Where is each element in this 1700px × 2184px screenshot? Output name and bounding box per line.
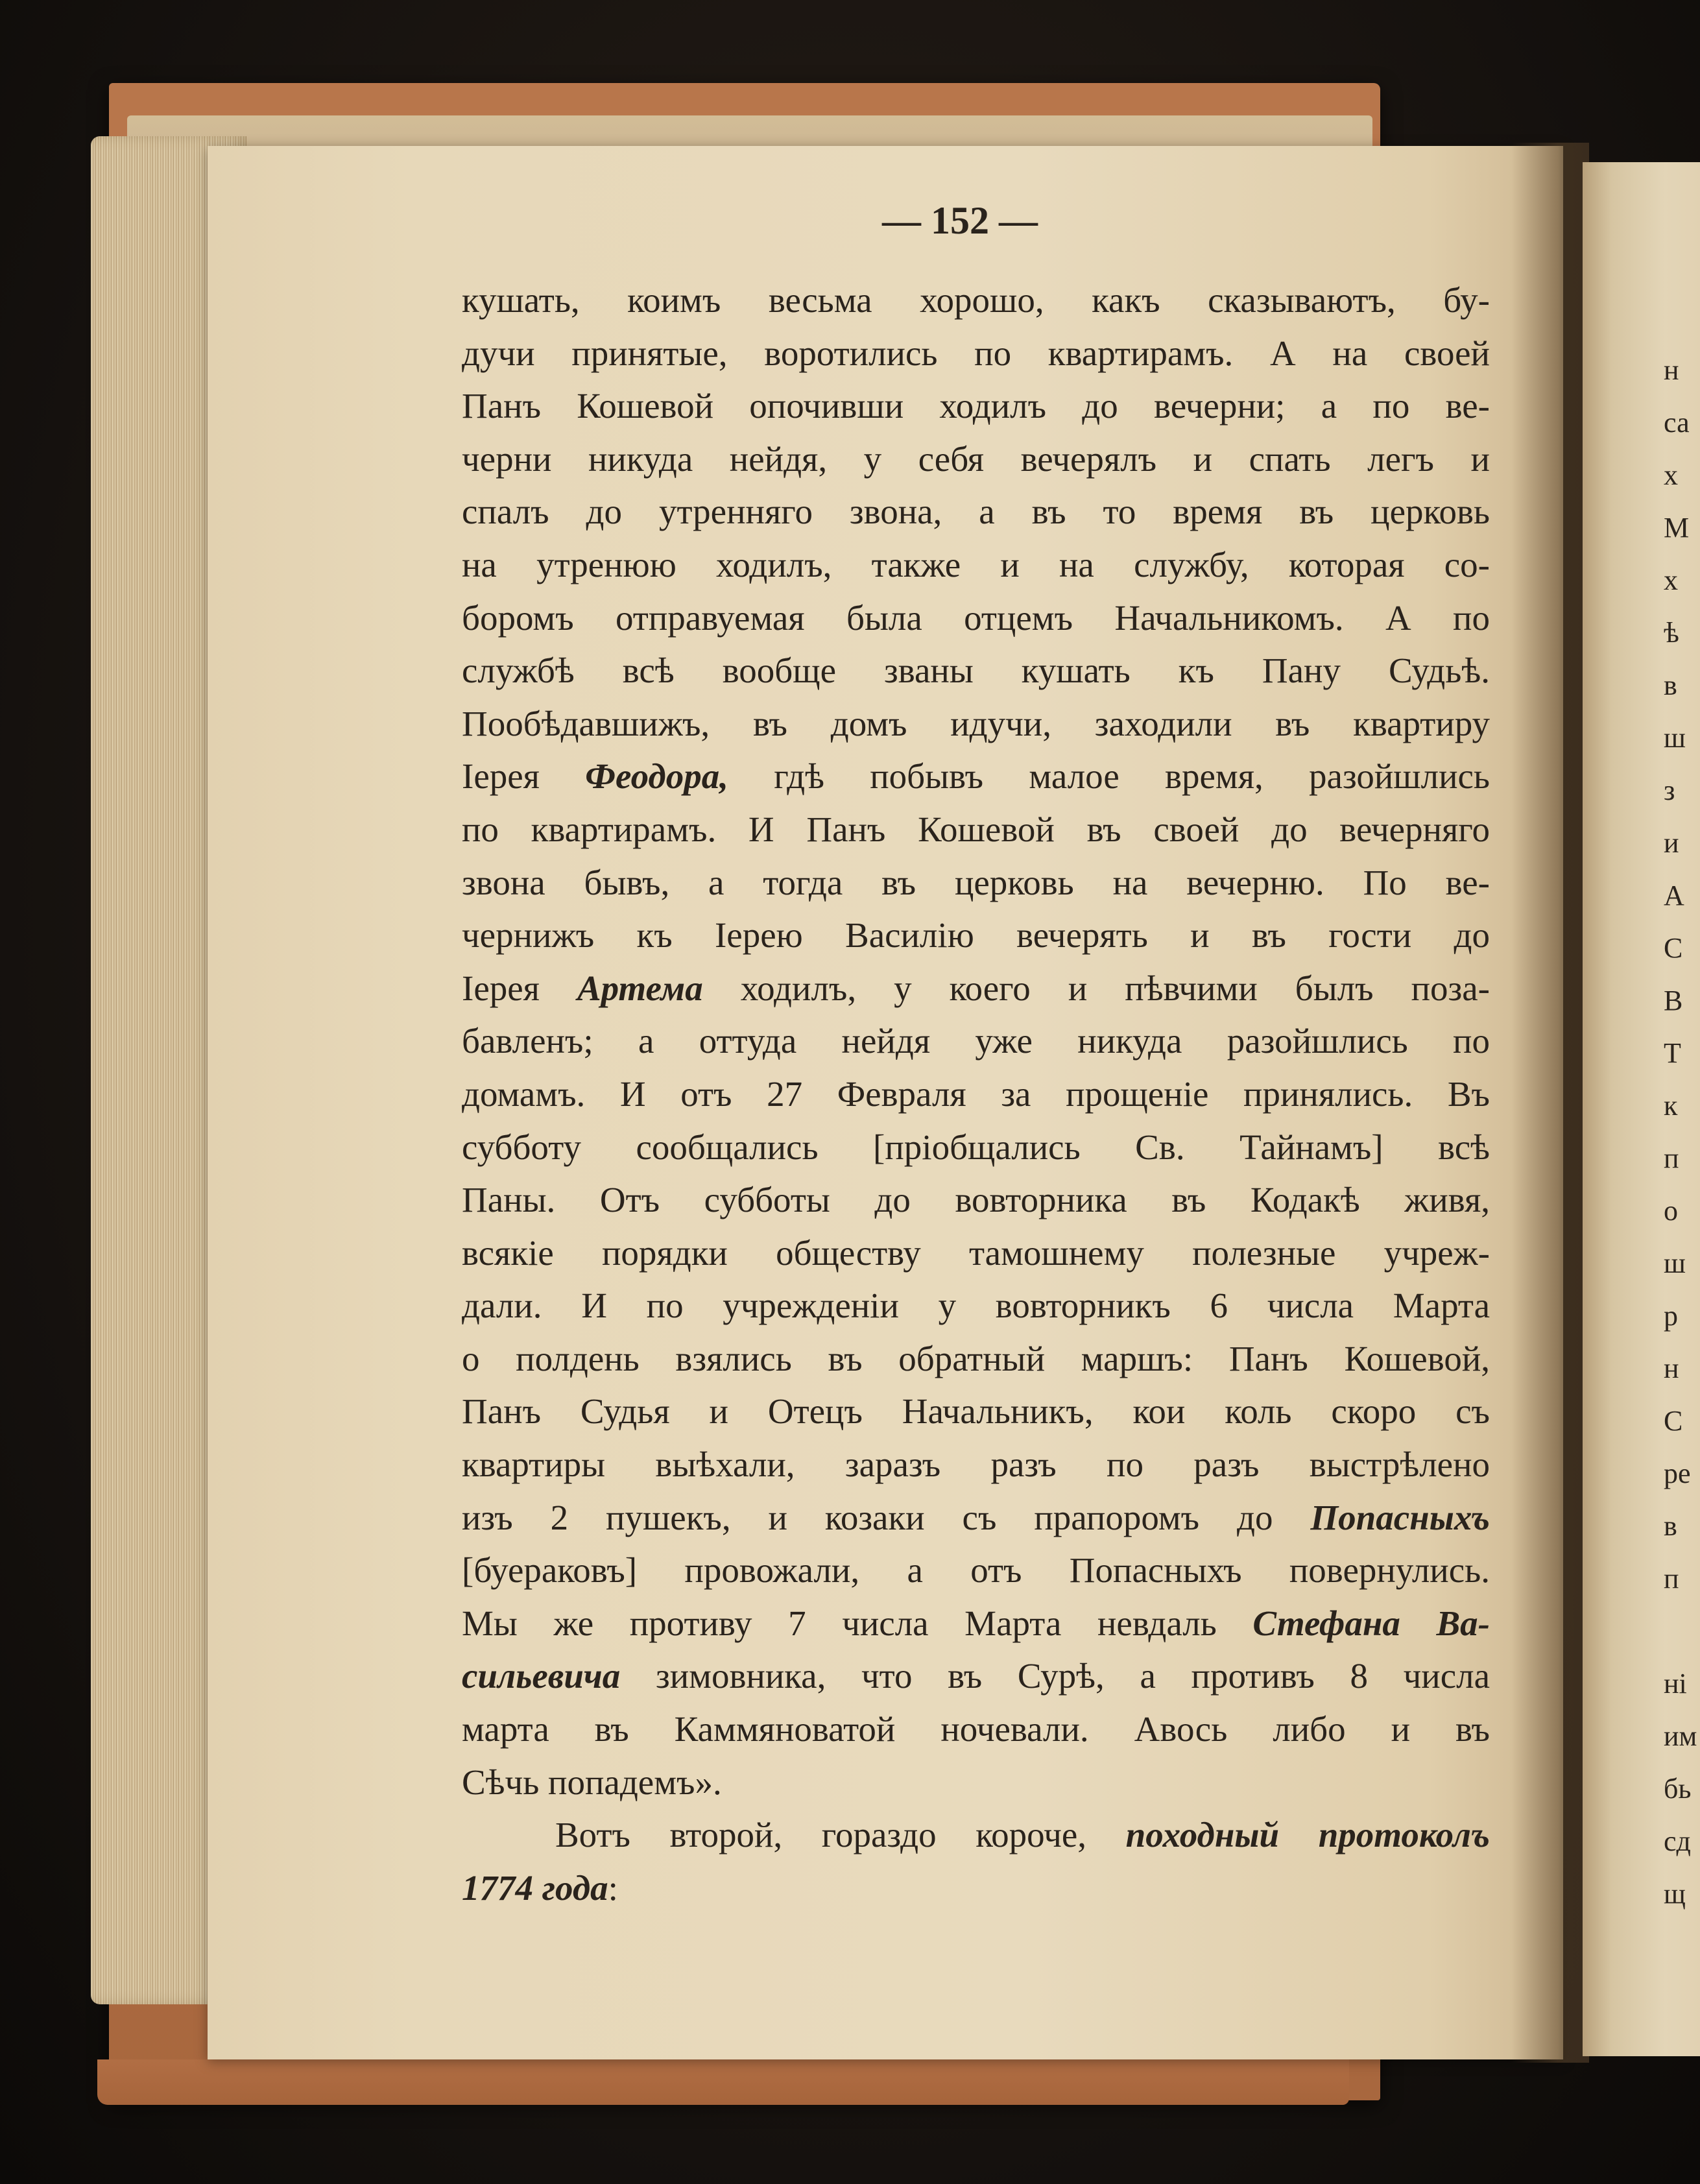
line-text: всякіе порядки обществу тамошнему полезные учреж- — [462, 1232, 1490, 1273]
italic-name: Стефана Ва- — [1252, 1603, 1490, 1643]
right-page-fragment: ре — [1664, 1458, 1691, 1489]
right-page-fragment: В — [1664, 985, 1683, 1016]
text-line — [462, 327, 1490, 380]
right-page-fragment: з — [1664, 774, 1675, 806]
right-page-fragment: в — [1664, 669, 1677, 701]
text-line — [462, 1808, 1490, 1862]
line-text: Панъ Кошевой опочивши ходилъ до вечерни; а по ве- — [462, 386, 1490, 426]
right-page-fragment: щ — [1664, 1878, 1686, 1910]
italic-name: 1774 года — [462, 1867, 608, 1908]
right-page-fragment: ѣ — [1664, 617, 1679, 649]
line-text: на утренюю ходилъ, также и на службу, которая со- — [462, 544, 1490, 584]
text-line — [462, 1597, 1490, 1650]
line-text: субботу сообщались [пріобщались Св. Тайнамъ] всѣ — [462, 1127, 1490, 1167]
text-line — [462, 1862, 1490, 1915]
right-page-fragment: ні — [1664, 1668, 1687, 1699]
line-text: Іерея — [462, 756, 586, 797]
right-page-fragment: бь — [1664, 1773, 1692, 1805]
line-text: Сѣчь попадемъ». — [462, 1762, 722, 1802]
text-line — [462, 1068, 1490, 1121]
text-line — [462, 1173, 1490, 1227]
line-text: чернижъ къ Іерею Василію вечерять и въ гости до — [462, 915, 1490, 955]
italic-name: сильевича — [462, 1656, 621, 1696]
cover-bottom-edge — [97, 2059, 1349, 2105]
italic-name: походный протоколъ — [1125, 1815, 1490, 1855]
book-gutter — [1511, 143, 1589, 2063]
right-page-fragment: п — [1664, 1563, 1679, 1594]
text-line — [462, 433, 1490, 486]
text-line — [462, 379, 1490, 433]
text-line — [462, 538, 1490, 592]
line-text: [буераковъ] провожали, а отъ Попасныхъ повернулись. — [462, 1550, 1490, 1590]
right-page-fragment: С — [1664, 1405, 1683, 1437]
text-line — [462, 1650, 1490, 1703]
line-text: Мы же противу 7 числа Марта невдаль — [462, 1603, 1253, 1643]
line-text: службѣ всѣ вообще званы кушать къ Пану Судьѣ. — [462, 651, 1490, 691]
text-line — [462, 1544, 1490, 1597]
line-text: боромъ отправуемая была отцемъ Начальникомъ. А по — [462, 597, 1490, 638]
right-page-fragment: А — [1664, 880, 1684, 911]
line-text: Панъ Судья и Отецъ Начальникъ, кои коль скоро съ — [462, 1391, 1490, 1432]
line-text: Вотъ второй, гораздо короче, — [555, 1815, 1126, 1855]
right-page-fragment: н — [1664, 354, 1679, 386]
right-page-fragment: Т — [1664, 1037, 1681, 1069]
italic-name: Попасныхъ — [1310, 1497, 1490, 1537]
line-text: звона бывъ, а тогда въ церковь на вечерню. По ве- — [462, 862, 1490, 902]
line-text: изъ 2 пушекъ, и козаки съ прапоромъ до — [462, 1497, 1311, 1537]
line-text: ходилъ, у коего и пѣвчими былъ поза- — [702, 968, 1490, 1008]
right-page-fragment: х — [1664, 459, 1678, 491]
line-text: черни никуда нейдя, у себя вечерялъ и спать легъ и — [462, 438, 1490, 479]
text-line — [462, 1227, 1490, 1280]
line-text: спалъ до утренняго звона, а въ то время въ церковь — [462, 492, 1490, 532]
page-body-text — [462, 274, 1490, 1914]
text-line — [462, 697, 1490, 750]
line-text: домамъ. И отъ 27 Февраля за прощеніе принялись. Въ — [462, 1074, 1490, 1114]
right-page-fragment: н — [1664, 1352, 1679, 1384]
right-page-fragment: ш — [1664, 722, 1686, 754]
right-page-fragment: ш — [1664, 1247, 1686, 1279]
text-line — [462, 592, 1490, 645]
text-line — [462, 856, 1490, 909]
text-line — [462, 1491, 1490, 1544]
right-page-fragment: к — [1664, 1090, 1678, 1122]
line-text: гдѣ побывъ малое время, разойшлись — [728, 756, 1490, 797]
right-page-text-fragments — [1664, 344, 1700, 1920]
page-number: — 152 — — [882, 199, 1038, 242]
line-text: кушать, коимъ весьма хорошо, какъ сказываютъ, бу- — [462, 280, 1490, 320]
text-line — [462, 803, 1490, 856]
text-line — [462, 1332, 1490, 1386]
text-line — [462, 1703, 1490, 1756]
italic-name: Артема — [577, 968, 703, 1008]
right-page-fragment: п — [1664, 1142, 1679, 1174]
right-page-fragment: М — [1664, 512, 1690, 544]
right-page-fragment: о — [1664, 1195, 1678, 1227]
line-text: зимовника, что въ Сурѣ, а противъ 8 числа — [620, 1656, 1490, 1696]
line-text: Пообѣдавшижъ, въ домъ идучи, заходили въ квартиру — [462, 703, 1490, 743]
line-text: марта въ Каммяноватой ночевали. Авось либо и въ — [462, 1709, 1490, 1749]
right-page-fragment — [1664, 1605, 1700, 1657]
right-page-fragment: и — [1664, 827, 1679, 859]
right-page-fragment: в — [1664, 1510, 1677, 1542]
text-line — [462, 1385, 1490, 1438]
line-text: квартиры выѣхали, заразъ разъ по разъ выстрѣлено — [462, 1445, 1490, 1485]
line-text: дали. И по учрежденіи у вовторникъ 6 числа Марта — [462, 1286, 1490, 1326]
text-line — [462, 485, 1490, 538]
line-text: Іерея — [462, 968, 577, 1008]
right-page-fragment: р — [1664, 1300, 1678, 1332]
text-line — [462, 274, 1490, 327]
line-text: дучи принятые, воротились по квартирамъ. А на своей — [462, 333, 1490, 373]
line-text: : — [608, 1867, 618, 1908]
right-page-fragment: са — [1664, 407, 1690, 438]
line-text: бавленъ; а оттуда нейдя уже никуда разойшлись по — [462, 1021, 1490, 1061]
text-line — [462, 1014, 1490, 1068]
line-text: о полдень взялись въ обратный маршъ: Панъ Кошевой, — [462, 1338, 1490, 1378]
text-line — [462, 644, 1490, 697]
italic-name: Феодора, — [585, 756, 728, 797]
text-line — [462, 1438, 1490, 1491]
right-page-fragment: х — [1664, 564, 1678, 596]
text-line — [462, 1756, 1490, 1809]
line-text: Паны. Отъ субботы до вовторника въ Кодакѣ живя, — [462, 1180, 1490, 1220]
right-page-fragment: С — [1664, 932, 1683, 964]
right-page-fragment: сд — [1664, 1825, 1691, 1857]
text-line — [462, 962, 1490, 1015]
line-text: по квартирамъ. И Панъ Кошевой въ своей до вечерняго — [462, 809, 1490, 849]
text-line — [462, 1121, 1490, 1174]
text-line — [462, 750, 1490, 803]
right-page-fragment: им — [1664, 1720, 1697, 1752]
text-line — [462, 909, 1490, 962]
text-line — [462, 1279, 1490, 1332]
